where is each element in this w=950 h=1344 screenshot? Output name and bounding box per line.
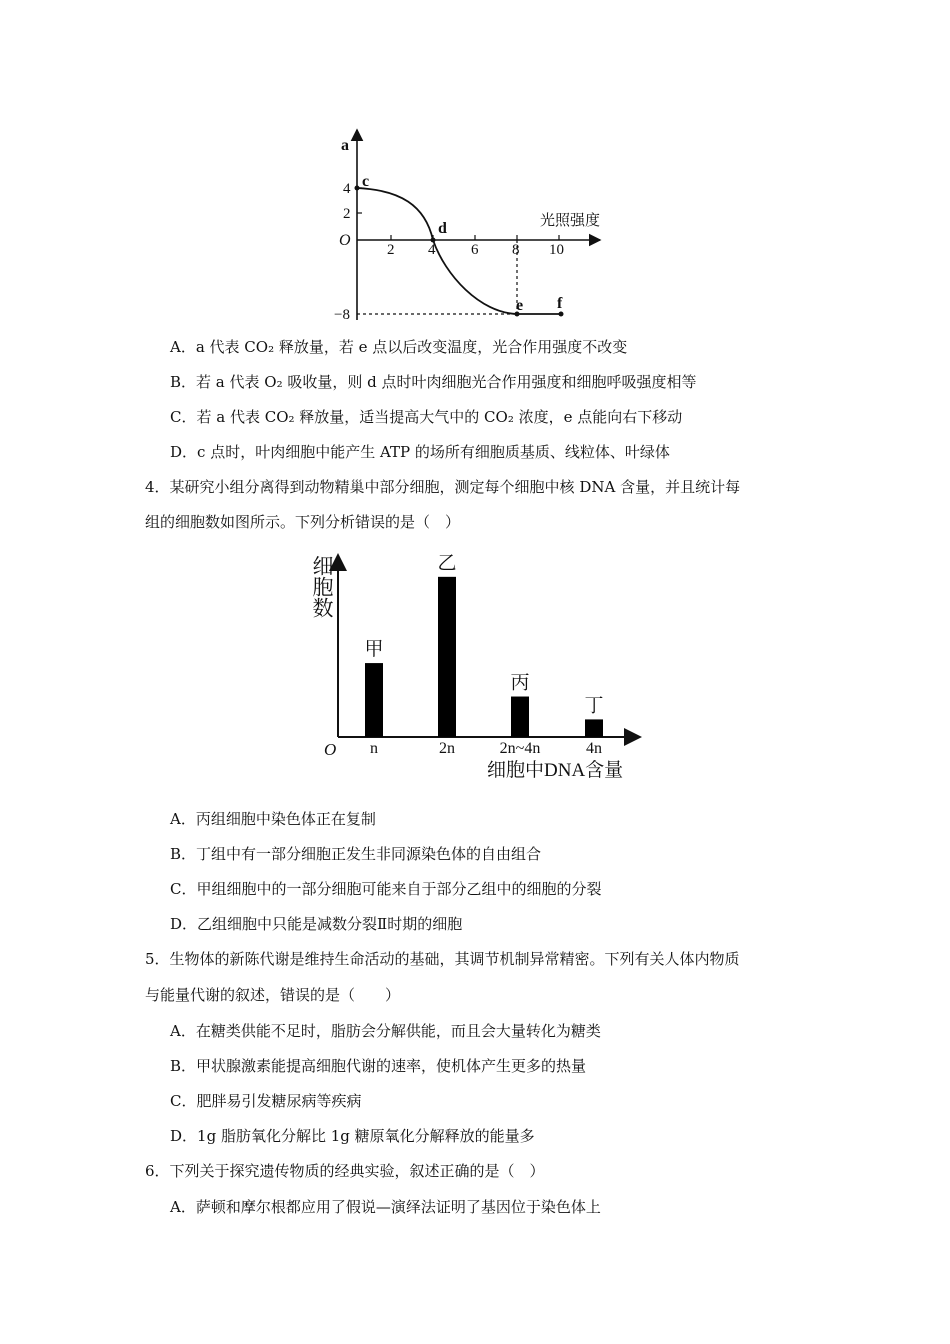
origin-label: O	[339, 232, 351, 249]
x-tick-2: 2	[387, 242, 395, 258]
light-intensity-figure	[0, 0, 950, 330]
x-tick-label-1: n	[370, 740, 378, 757]
bar-3	[511, 697, 529, 737]
q5-option-c: C．肥胖易引发糖尿病等疾病	[170, 1092, 362, 1110]
bar-4	[585, 719, 603, 737]
q3-option-d: D．c 点时，叶肉细胞中能产生 ATP 的场所有细胞质基质、线粒体、叶绿体	[170, 443, 670, 461]
q5-option-b: B．甲状腺激素能提高细胞代谢的速率，使机体产生更多的热量	[170, 1057, 587, 1075]
q6-stem: 6．下列关于探究遗传物质的经典实验，叙述正确的是（ ）	[145, 1162, 545, 1180]
dna-content-bar-chart	[0, 545, 950, 805]
point-f: f	[557, 295, 563, 312]
q4-stem-line1: 4．某研究小组分离得到动物精巢中部分细胞，测定每个细胞中核 DNA 含量，并且统计每	[145, 478, 741, 496]
x-tick-label-4: 4n	[586, 740, 602, 757]
y-axis-label: a	[341, 137, 349, 154]
chart-y-label: 细胞数	[310, 555, 334, 618]
x-axis-label: 光照强度	[540, 213, 601, 229]
point-e: e	[516, 297, 524, 314]
y-tick-neg8: −8	[334, 307, 350, 323]
q5-stem-line1: 5．生物体的新陈代谢是维持生命活动的基础，其调节机制异常精密。下列有关人体内物质	[145, 950, 740, 968]
bar-label-2: 乙	[437, 552, 457, 574]
bar-label-1: 甲	[364, 639, 384, 661]
q4-option-c: C．甲组细胞中的一部分细胞可能来自于部分乙组中的细胞的分裂	[170, 880, 602, 898]
bar-1	[365, 663, 383, 737]
x-tick-label-3: 2n~4n	[499, 740, 541, 757]
q5-option-d: D．1g 脂肪氧化分解比 1g 糖原氧化分解释放的能量多	[170, 1127, 535, 1145]
q4-option-b: B．丁组中有一部分细胞正发生非同源染色体的自由组合	[170, 845, 542, 863]
q4-option-d: D．乙组细胞中只能是减数分裂Ⅱ时期的细胞	[170, 915, 463, 933]
point-c: c	[362, 173, 370, 190]
x-tick-4: 4	[428, 242, 436, 258]
bar-2	[438, 577, 456, 737]
chart-origin: O	[324, 740, 337, 759]
chart-x-label: 细胞中DNA含量	[487, 760, 624, 781]
q3-option-b: B．若 a 代表 O₂ 吸收量，则 d 点时叶肉细胞光合作用强度和细胞呼吸强度相等	[170, 373, 697, 391]
q6-option-a: A．萨顿和摩尔根都应用了假说—演绎法证明了基因位于染色体上	[170, 1198, 601, 1216]
q5-option-a: A．在糖类供能不足时，脂肪会分解供能，而且会大量转化为糖类	[170, 1022, 601, 1040]
x-tick-8: 8	[512, 242, 520, 258]
q3-option-a: A．a 代表 CO₂ 释放量，若 e 点以后改变温度，光合作用强度不改变	[170, 338, 628, 356]
bar-label-4: 丁	[584, 695, 604, 717]
q3-option-c: C．若 a 代表 CO₂ 释放量，适当提高大气中的 CO₂ 浓度，e 点能向右下移动	[170, 408, 683, 426]
q4-option-a: A．丙组细胞中染色体正在复制	[170, 810, 376, 828]
x-tick-label-2: 2n	[439, 740, 455, 757]
y-tick-4: 4	[343, 181, 351, 197]
q5-stem-line2: 与能量代谢的叙述，错误的是（ ）	[145, 986, 401, 1004]
x-tick-6: 6	[471, 242, 479, 258]
q4-stem-line2: 组的细胞数如图所示。下列分析错误的是（ ）	[145, 513, 461, 531]
x-tick-10: 10	[549, 242, 564, 258]
bar-label-3: 丙	[510, 672, 530, 694]
y-tick-2: 2	[343, 206, 351, 222]
point-d: d	[438, 220, 447, 237]
